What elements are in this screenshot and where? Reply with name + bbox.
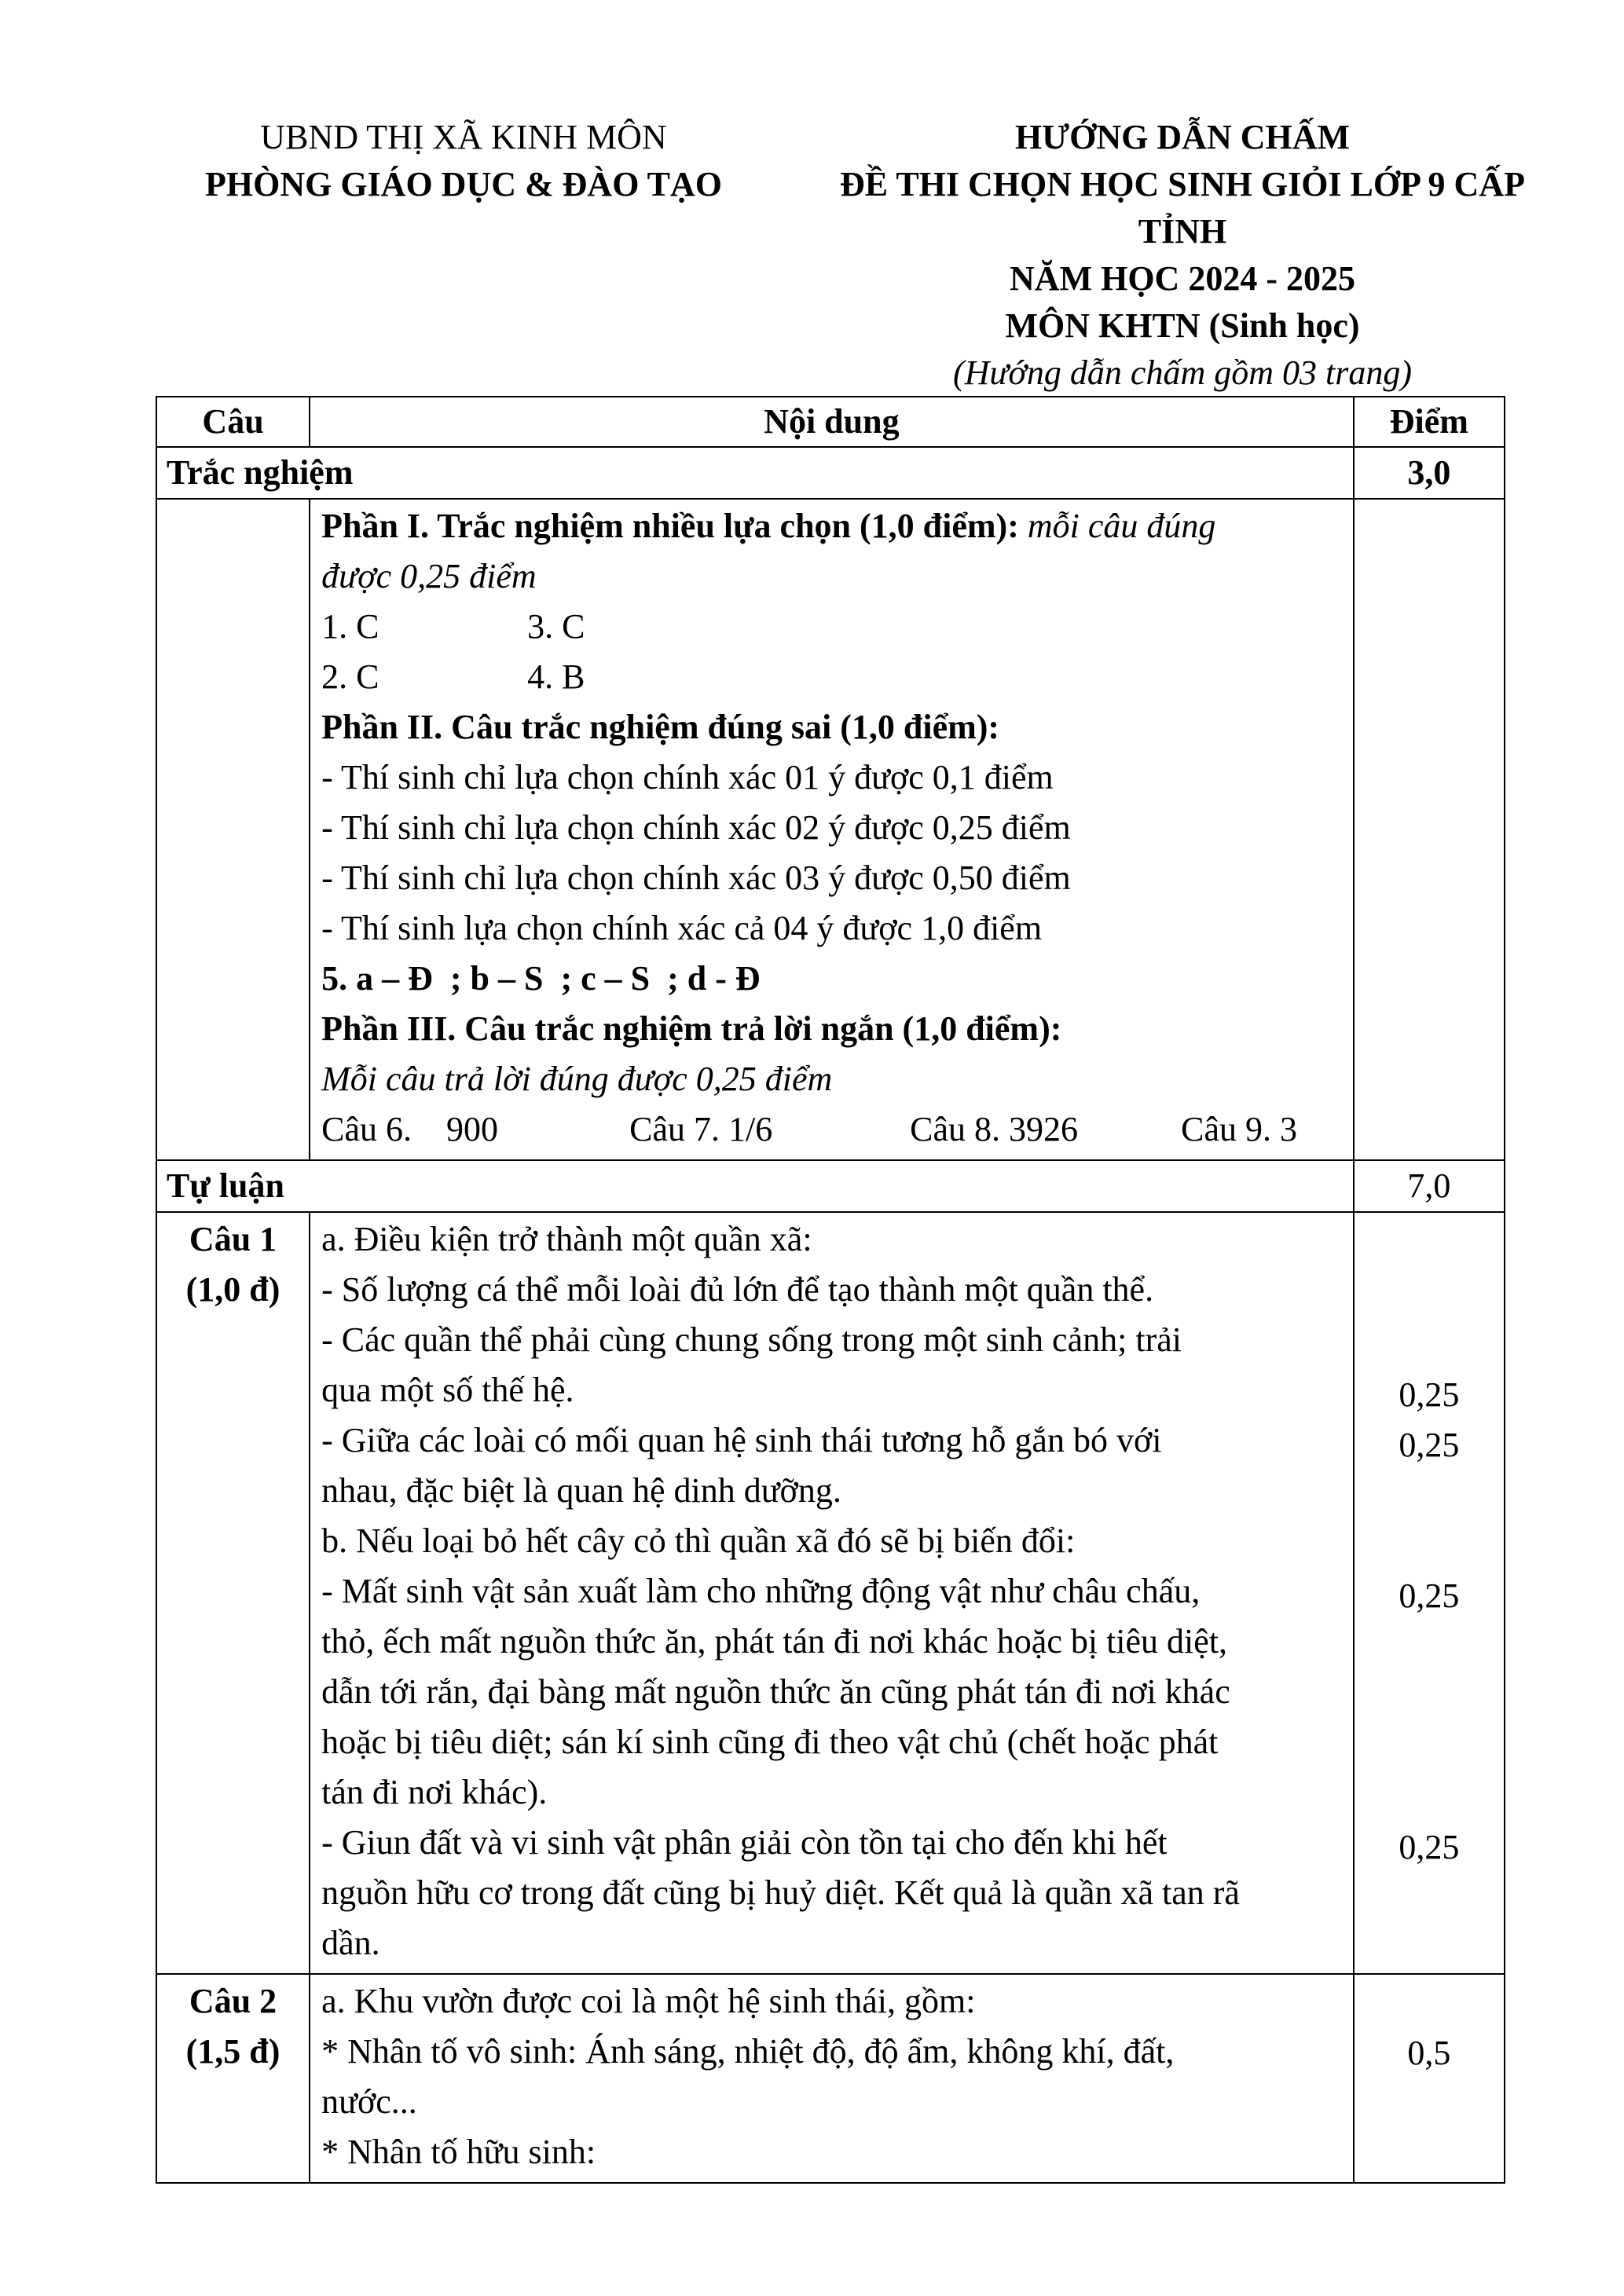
col-header-question: Câu bbox=[156, 397, 310, 447]
short-answer-7: Câu 7. 1/6 bbox=[629, 1110, 773, 1148]
cau1-score bbox=[1355, 1621, 1504, 1672]
short-answer-8: Câu 8. 3926 bbox=[910, 1110, 1078, 1148]
part1-note-a: mỗi câu đúng bbox=[1018, 507, 1216, 545]
part1-title: Phần I. Trắc nghiệm nhiều lựa chọn (1,0 điểm): bbox=[321, 507, 1019, 545]
cau1-line: - Giun đất và vi sinh vật phân giải còn tồn tại cho đến khi hết bbox=[321, 1823, 1168, 1862]
cau2-content bbox=[310, 1974, 1354, 2183]
cau1-line: - Mất sinh vật sản xuất làm cho những động vật như châu chấu, bbox=[321, 1572, 1201, 1610]
cau1-content bbox=[310, 1212, 1354, 1974]
subject: MÔN KHTN (Sinh học) bbox=[1005, 306, 1360, 345]
cau2-scores bbox=[1354, 1974, 1505, 2183]
header-agency: UBND THỊ XÃ KINH MÔN bbox=[260, 118, 667, 156]
cau1-score bbox=[1355, 1521, 1504, 1571]
part2-line-3: - Thí sinh chỉ lựa chọn chính xác 03 ý được 0,50 điểm bbox=[321, 859, 1071, 897]
short-answer-6: Câu 6. 900 bbox=[321, 1110, 498, 1148]
part2-title: Phần II. Câu trắc nghiệm đúng sai (1,0 điểm): bbox=[321, 708, 1000, 746]
cau1-score bbox=[1355, 1214, 1504, 1266]
header-department: PHÒNG GIÁO DỤC & ĐÀO TẠO bbox=[205, 165, 722, 203]
short-answer-9: Câu 9. 3 bbox=[1181, 1110, 1297, 1148]
cau1-score bbox=[1355, 1266, 1504, 1318]
header-right bbox=[794, 114, 1571, 397]
part2-line-2: - Thí sinh chỉ lựa chọn chính xác 02 ý được 0,25 điểm bbox=[321, 808, 1071, 847]
part3-title: Phần III. Câu trắc nghiệm trả lời ngắn (1,0 điểm): bbox=[321, 1009, 1062, 1048]
section-label-tu-luan: Tự luận bbox=[156, 1160, 1354, 1212]
answers-row-2 bbox=[321, 652, 1342, 702]
cau1-score bbox=[1355, 1470, 1504, 1521]
cau2-line: nước... bbox=[321, 2082, 417, 2121]
cau1-score: 0,25 bbox=[1399, 1576, 1460, 1615]
header-left bbox=[181, 114, 746, 208]
table-header-row bbox=[156, 397, 1505, 447]
cau1-score bbox=[1355, 1873, 1504, 1923]
cau1-line: - Giữa các loài có mối quan hệ sinh thái tương hỗ gắn bó với bbox=[321, 1421, 1162, 1459]
empty-score-cell bbox=[1354, 499, 1505, 1160]
school-year: NĂM HỌC 2024 - 2025 bbox=[1010, 259, 1355, 298]
answer-4: 4. B bbox=[527, 657, 585, 696]
part1-line bbox=[321, 501, 1342, 551]
cau1-row bbox=[156, 1212, 1505, 1974]
short-answers-row bbox=[321, 1104, 1342, 1155]
cau1-line: nhau, đặc biệt là quan hệ dinh dưỡng. bbox=[321, 1471, 841, 1510]
part2-line-4: - Thí sinh lựa chọn chính xác cả 04 ý được 1,0 điểm bbox=[321, 909, 1043, 947]
section-score-trac-nghiem: 3,0 bbox=[1354, 447, 1505, 499]
cau1-line: a. Điều kiện trở thành một quần xã: bbox=[321, 1220, 812, 1258]
cau1-scores bbox=[1354, 1212, 1505, 1974]
trac-nghiem-content bbox=[310, 499, 1354, 1160]
cau1-score: 0,25 bbox=[1399, 1426, 1460, 1464]
cau1-points: (1,0 đ) bbox=[185, 1270, 280, 1309]
col-header-score: Điểm bbox=[1354, 397, 1505, 447]
cau1-line: dẫn tới rắn, đại bàng mất nguồn thức ăn cũng phát tán đi nơi khác bbox=[321, 1672, 1230, 1711]
part1-note-b: được 0,25 điểm bbox=[321, 557, 537, 595]
cau1-line: tán đi nơi khác). bbox=[321, 1773, 548, 1811]
answer-2: 2. C bbox=[321, 657, 379, 696]
cau1-label-cell bbox=[156, 1212, 310, 1974]
section-row-tu-luan bbox=[156, 1160, 1505, 1212]
cau2-points: (1,5 đ) bbox=[185, 2032, 280, 2071]
cau1-line: b. Nếu loại bỏ hết cây cỏ thì quần xã đó sẽ bị biến đổi: bbox=[321, 1522, 1076, 1560]
cau2-line: * Nhân tố hữu sinh: bbox=[321, 2133, 596, 2171]
cau2-score bbox=[1355, 2129, 1504, 2179]
cau2-line: * Nhân tố vô sinh: Ánh sáng, nhiệt độ, độ ẩm, không khí, đất, bbox=[321, 2032, 1175, 2071]
answers-row-1 bbox=[321, 602, 1342, 652]
cau1-line: - Các quần thể phải cùng chung sống trong một sinh cảnh; trải bbox=[321, 1320, 1182, 1359]
cau1-score bbox=[1355, 1772, 1504, 1822]
cau1-score: 0,25 bbox=[1399, 1375, 1460, 1414]
cau1-score bbox=[1355, 1923, 1504, 1973]
cau2-score bbox=[1355, 2078, 1504, 2129]
cau1-line: nguồn hữu cơ trong đất cũng bị huỷ diệt. Kết quả là quần xã tan rã bbox=[321, 1873, 1240, 1912]
cau1-label: Câu 1 bbox=[189, 1220, 277, 1258]
doc-title: HƯỚNG DẪN CHẤM bbox=[1014, 118, 1351, 156]
cau2-row bbox=[156, 1974, 1505, 2183]
cau2-line: a. Khu vườn được coi là một hệ sinh thái, gồm: bbox=[321, 1982, 976, 2020]
cau1-line: qua một số thế hệ. bbox=[321, 1371, 574, 1409]
cau1-line: hoặc bị tiêu diệt; sán kí sinh cũng đi theo vật chủ (chết hoặc phát bbox=[321, 1723, 1219, 1761]
cau2-score bbox=[1355, 1976, 1504, 2028]
section-score-tu-luan: 7,0 bbox=[1354, 1160, 1505, 1212]
cau1-score bbox=[1355, 1672, 1504, 1722]
section-label-trac-nghiem: Trắc nghiệm bbox=[156, 447, 1354, 499]
cau1-line: - Số lượng cá thể mỗi loài đủ lớn để tạo thành một quần thể. bbox=[321, 1270, 1154, 1309]
cau1-score bbox=[1355, 1722, 1504, 1772]
cau1-score bbox=[1355, 1318, 1504, 1370]
cau2-label-cell bbox=[156, 1974, 310, 2183]
grading-table bbox=[156, 396, 1505, 2184]
part3-note: Mỗi câu trả lời đúng được 0,25 điểm bbox=[321, 1060, 833, 1098]
exam-title-line1: ĐỀ THI CHỌN HỌC SINH GIỎI LỚP 9 CẤP bbox=[840, 165, 1525, 203]
cau1-line: dần. bbox=[321, 1924, 380, 1962]
section-row-trac-nghiem bbox=[156, 447, 1505, 499]
empty-question-cell bbox=[156, 499, 310, 1160]
trac-nghiem-content-row bbox=[156, 499, 1505, 1160]
cau2-label: Câu 2 bbox=[189, 1982, 277, 2020]
cau1-score: 0,25 bbox=[1399, 1828, 1460, 1866]
page-count-note: (Hướng dẫn chấm gồm 03 trang) bbox=[953, 353, 1412, 392]
cau2-score: 0,5 bbox=[1407, 2034, 1451, 2072]
part2-line-1: - Thí sinh chỉ lựa chọn chính xác 01 ý được 0,1 điểm bbox=[321, 758, 1054, 796]
col-header-content: Nội dung bbox=[310, 397, 1354, 447]
q5-answer: 5. a – Đ ; b – S ; c – S ; d - Đ bbox=[321, 959, 761, 998]
answer-1: 1. C bbox=[321, 607, 379, 646]
answer-3: 3. C bbox=[527, 607, 585, 646]
exam-title-line2: TỈNH bbox=[1138, 212, 1227, 251]
cau1-line: thỏ, ếch mất nguồn thức ăn, phát tán đi nơi khác hoặc bị tiêu diệt, bbox=[321, 1622, 1228, 1661]
